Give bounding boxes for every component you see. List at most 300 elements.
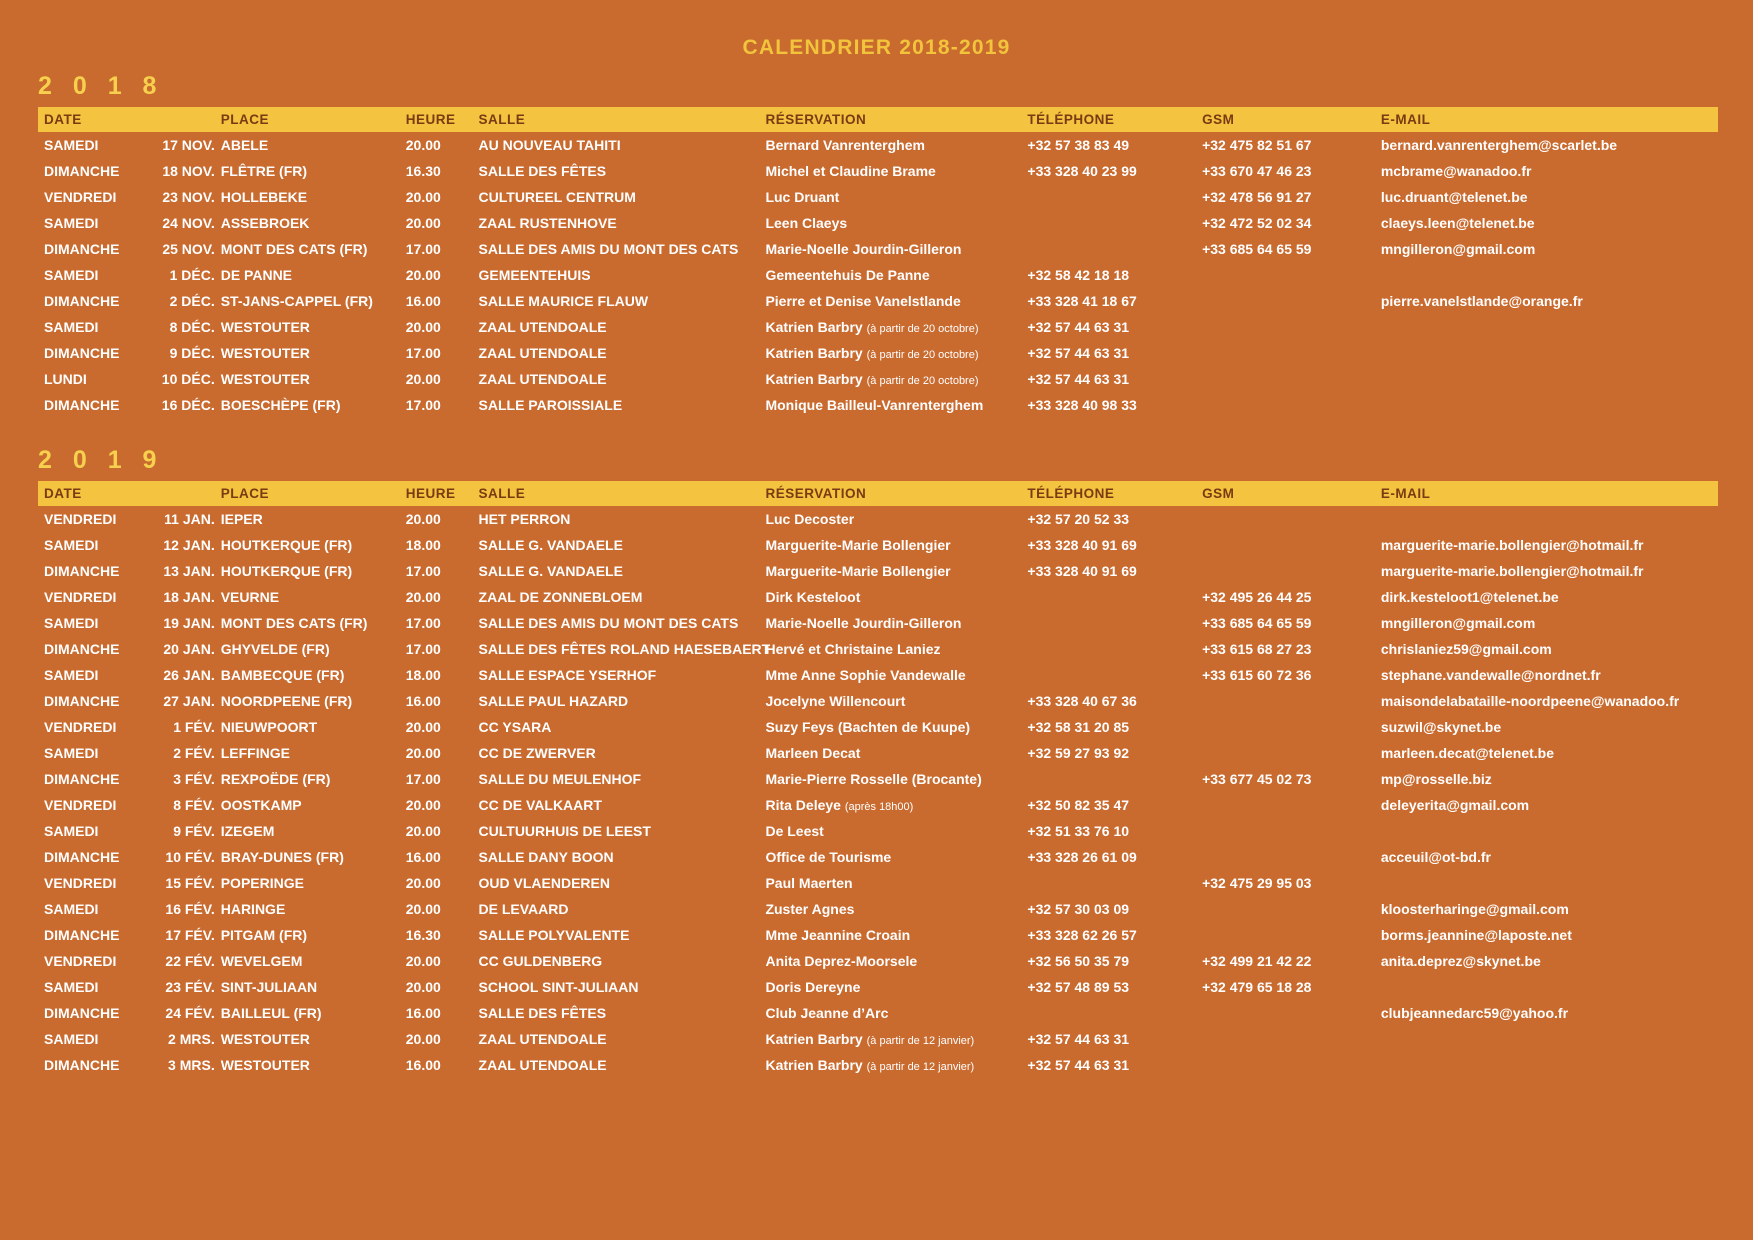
table-body-2018 [38, 132, 1718, 418]
table-header-row [38, 107, 1718, 132]
cell-heure: 20.00 [405, 214, 441, 231]
cell-salle: HET PERRON [478, 510, 571, 527]
cell-reservation [759, 584, 1021, 610]
table-row [38, 714, 1718, 740]
cell-place: VEURNE [220, 588, 280, 605]
cell-gsm [1196, 1026, 1375, 1052]
cell-email[interactable] [1375, 870, 1718, 896]
cell-date: 15 FÉV. [165, 874, 215, 891]
cell-place: IZEGEM [220, 822, 275, 839]
table-row [38, 766, 1718, 792]
cell-day: VENDREDI [44, 510, 117, 527]
cell-email[interactable]: dirk.kesteloot1@telenet.be [1380, 588, 1559, 605]
table-row [38, 392, 1718, 418]
cell-heure: 17.00 [405, 614, 441, 631]
cell-reservation [759, 558, 1021, 584]
cell-day: DIMANCHE [44, 1004, 120, 1021]
cell-email[interactable] [1375, 340, 1718, 366]
cell-date: 23 NOV. [162, 188, 215, 205]
cell-day: SAMEDI [44, 900, 99, 917]
cell-email[interactable] [1375, 818, 1718, 844]
cell-salle: SALLE DES FÊTES [478, 1004, 607, 1021]
cell-reservation [759, 740, 1021, 766]
cell-email[interactable]: marguerite-marie.bollengier@hotmail.fr [1380, 536, 1644, 553]
cell-salle: ZAAL RUSTENHOVE [478, 214, 617, 231]
cell-telephone [1021, 636, 1196, 662]
reservation-name: Marie-Noelle Jourdin-Gilleron [765, 614, 962, 631]
cell-email[interactable]: chrislaniez59@gmail.com [1380, 640, 1552, 657]
cell-day: LUNDI [44, 370, 87, 387]
column-header-telephone: TÉLÉPHONE [1021, 107, 1196, 132]
cell-telephone: +32 58 42 18 18 [1027, 266, 1130, 283]
cell-date: 26 JAN. [163, 666, 215, 683]
cell-day: SAMEDI [44, 266, 99, 283]
reservation-note: (à partir de 12 janvier) [866, 1034, 975, 1047]
cell-salle: SALLE DES AMIS DU MONT DES CATS [478, 240, 739, 257]
cell-email[interactable] [1375, 1026, 1718, 1052]
cell-day: SAMEDI [44, 822, 99, 839]
cell-gsm [1196, 1052, 1375, 1078]
cell-heure: 20.00 [405, 900, 441, 917]
cell-date: 13 JAN. [163, 562, 215, 579]
cell-place: ST-JANS-CAPPEL (FR) [220, 292, 373, 309]
cell-gsm: +32 472 52 02 34 [1202, 214, 1312, 231]
cell-heure: 16.00 [405, 292, 441, 309]
cell-reservation [759, 1000, 1021, 1026]
reservation-name: Luc Druant [765, 188, 840, 205]
reservation-name: Marie-Pierre Rosselle (Brocante) [765, 770, 982, 787]
cell-email[interactable]: suzwil@skynet.be [1380, 718, 1502, 735]
cell-reservation [759, 896, 1021, 922]
cell-reservation [759, 948, 1021, 974]
cell-gsm [1196, 922, 1375, 948]
cell-email[interactable]: borms.jeannine@laposte.net [1380, 926, 1572, 943]
cell-gsm [1196, 392, 1375, 418]
cell-email[interactable] [1375, 1052, 1718, 1078]
cell-email[interactable]: pierre.vanelstlande@orange.fr [1380, 292, 1583, 309]
cell-place: REXPOËDE (FR) [220, 770, 331, 787]
cell-reservation [759, 288, 1021, 314]
column-header-date: DATE [38, 481, 215, 506]
table-row [38, 1052, 1718, 1078]
cell-day: VENDREDI [44, 718, 117, 735]
reservation-name: Hervé et Christaine Laniez [765, 640, 941, 657]
cell-salle: SALLE DES FÊTES ROLAND HAESEBAERT [478, 640, 771, 657]
table-row [38, 740, 1718, 766]
cell-email[interactable]: clubjeannedarc59@yahoo.fr [1380, 1004, 1569, 1021]
cell-heure: 20.00 [405, 952, 441, 969]
table-row [38, 132, 1718, 158]
cell-email[interactable] [1375, 392, 1718, 418]
cell-email[interactable] [1375, 314, 1718, 340]
cell-date: 17 NOV. [162, 136, 215, 153]
cell-gsm [1196, 340, 1375, 366]
cell-place: DE PANNE [220, 266, 293, 283]
reservation-name: Anita Deprez-Moorsele [765, 952, 918, 969]
cell-reservation [759, 366, 1021, 392]
cell-heure: 16.30 [405, 162, 441, 179]
cell-gsm [1196, 792, 1375, 818]
cell-telephone: +32 57 20 52 33 [1027, 510, 1130, 527]
cell-telephone [1021, 662, 1196, 688]
cell-telephone: +32 57 38 83 49 [1027, 136, 1130, 153]
cell-email[interactable] [1375, 974, 1718, 1000]
cell-day: VENDREDI [44, 188, 117, 205]
cell-date: 17 FÉV. [165, 926, 215, 943]
reservation-name: Katrien Barbry [765, 1056, 863, 1073]
reservation-name: Katrien Barbry [765, 344, 863, 361]
cell-date: 18 NOV. [162, 162, 215, 179]
table-row [38, 366, 1718, 392]
cell-place: HARINGE [220, 900, 286, 917]
cell-salle: SALLE DU MEULENHOF [478, 770, 642, 787]
cell-place: FLÊTRE (FR) [220, 162, 308, 179]
cell-reservation [759, 184, 1021, 210]
cell-place: MONT DES CATS (FR) [220, 614, 368, 631]
cell-day: SAMEDI [44, 318, 99, 335]
table-row [38, 636, 1718, 662]
cell-date: 16 DÉC. [161, 396, 215, 413]
cell-telephone: +33 328 41 18 67 [1027, 292, 1137, 309]
cell-reservation [759, 662, 1021, 688]
cell-heure: 20.00 [405, 136, 441, 153]
cell-gsm [1196, 740, 1375, 766]
cell-salle: ZAAL UTENDOALE [478, 344, 607, 361]
cell-heure: 18.00 [405, 536, 441, 553]
cell-email[interactable]: luc.druant@telenet.be [1380, 188, 1528, 205]
cell-email[interactable]: marguerite-marie.bollengier@hotmail.fr [1380, 562, 1644, 579]
reservation-note: (à partir de 20 octobre) [866, 374, 979, 387]
cell-day: DIMANCHE [44, 1056, 120, 1073]
cell-salle: SCHOOL SINT-JULIAAN [478, 978, 639, 995]
cell-telephone: +32 57 44 63 31 [1027, 318, 1130, 335]
reservation-name: Katrien Barbry [765, 370, 863, 387]
cell-gsm: +33 677 45 02 73 [1202, 770, 1312, 787]
cell-place: SINT-JULIAAN [220, 978, 318, 995]
cell-place: IEPER [220, 510, 263, 527]
cell-salle: SALLE POLYVALENTE [478, 926, 630, 943]
cell-reservation [759, 610, 1021, 636]
cell-day: DIMANCHE [44, 162, 120, 179]
cell-place: ASSEBROEK [220, 214, 310, 231]
cell-telephone [1021, 1000, 1196, 1026]
cell-email[interactable]: marleen.decat@telenet.be [1380, 744, 1555, 761]
cell-date: 1 FÉV. [173, 718, 215, 735]
cell-heure: 20.00 [405, 796, 441, 813]
table-row [38, 340, 1718, 366]
cell-day: DIMANCHE [44, 926, 120, 943]
table-row [38, 584, 1718, 610]
cell-salle: ZAAL DE ZONNEBLOEM [478, 588, 643, 605]
cell-email[interactable]: deleyerita@gmail.com [1380, 796, 1530, 813]
cell-salle: CULTUREEL CENTRUM [478, 188, 636, 205]
cell-salle: SALLE ESPACE YSERHOF [478, 666, 657, 683]
cell-salle: CULTUURHUIS DE LEEST [478, 822, 651, 839]
cell-date: 2 MRS. [168, 1030, 215, 1047]
reservation-name: Gemeentehuis De Panne [765, 266, 930, 283]
cell-salle: SALLE DES FÊTES [478, 162, 607, 179]
cell-heure: 17.00 [405, 770, 441, 787]
cell-reservation [759, 922, 1021, 948]
cell-reservation [759, 132, 1021, 158]
cell-heure: 16.00 [405, 1004, 441, 1021]
cell-place: POPERINGE [220, 874, 304, 891]
cell-gsm [1196, 314, 1375, 340]
cell-heure: 17.00 [405, 562, 441, 579]
cell-heure: 18.00 [405, 666, 441, 683]
cell-telephone: +33 328 40 91 69 [1027, 536, 1137, 553]
cell-gsm: +32 475 82 51 67 [1202, 136, 1312, 153]
cell-date: 10 DÉC. [161, 370, 215, 387]
cell-heure: 20.00 [405, 744, 441, 761]
cell-date: 2 FÉV. [173, 744, 215, 761]
cell-salle: SALLE G. VANDAELE [478, 536, 623, 553]
cell-day: VENDREDI [44, 588, 117, 605]
cell-gsm [1196, 896, 1375, 922]
table-row [38, 662, 1718, 688]
cell-telephone: +32 50 82 35 47 [1027, 796, 1130, 813]
cell-place: HOLLEBEKE [220, 188, 308, 205]
table-row [38, 610, 1718, 636]
cell-day: DIMANCHE [44, 848, 120, 865]
page-title: CALENDRIER 2018-2019 [742, 36, 1011, 59]
cell-day: DIMANCHE [44, 640, 120, 657]
cell-email[interactable]: mngilleron@gmail.com [1380, 614, 1536, 631]
column-header-reservation: RÉSERVATION [759, 481, 1021, 506]
cell-telephone: +32 58 31 20 85 [1027, 718, 1130, 735]
cell-gsm [1196, 288, 1375, 314]
cell-place: GHYVELDE (FR) [220, 640, 330, 657]
reservation-name: Marguerite-Marie Bollengier [765, 562, 951, 579]
cell-day: DIMANCHE [44, 396, 120, 413]
year-heading-2019: 2 0 1 9 [38, 446, 164, 474]
cell-reservation [759, 844, 1021, 870]
cell-gsm: +32 495 26 44 25 [1202, 588, 1312, 605]
schedule-table-2019 [38, 481, 1718, 1078]
column-header-gsm: GSM [1196, 107, 1375, 132]
table-row [38, 314, 1718, 340]
cell-gsm: +33 670 47 46 23 [1202, 162, 1312, 179]
table-row [38, 922, 1718, 948]
cell-date: 2 DÉC. [169, 292, 215, 309]
schedule-table-2018 [38, 107, 1718, 418]
cell-telephone [1021, 766, 1196, 792]
cell-telephone [1021, 236, 1196, 262]
cell-day: DIMANCHE [44, 692, 120, 709]
cell-telephone: +32 57 44 63 31 [1027, 1030, 1130, 1047]
cell-gsm [1196, 506, 1375, 532]
cell-email[interactable]: bernard.vanrenterghem@scarlet.be [1380, 136, 1618, 153]
cell-email[interactable] [1375, 506, 1718, 532]
cell-heure: 20.00 [405, 188, 441, 205]
reservation-name: Club Jeanne d’Arc [765, 1004, 889, 1021]
cell-reservation [759, 818, 1021, 844]
column-header-telephone: TÉLÉPHONE [1021, 481, 1196, 506]
cell-salle: CC YSARA [478, 718, 552, 735]
cell-heure: 20.00 [405, 822, 441, 839]
cell-reservation [759, 532, 1021, 558]
cell-email[interactable]: mngilleron@gmail.com [1380, 240, 1536, 257]
column-header-heure: HEURE [400, 481, 473, 506]
cell-email[interactable]: kloosterharinge@gmail.com [1380, 900, 1569, 917]
cell-gsm: +33 615 68 27 23 [1202, 640, 1312, 657]
cell-telephone: +32 56 50 35 79 [1027, 952, 1130, 969]
table-row [38, 506, 1718, 532]
cell-reservation [759, 262, 1021, 288]
cell-telephone: +33 328 40 23 99 [1027, 162, 1137, 179]
cell-email[interactable]: maisondelabataille-noordpeene@wanadoo.fr [1380, 692, 1680, 709]
cell-telephone: +32 59 27 93 92 [1027, 744, 1130, 761]
cell-gsm [1196, 1000, 1375, 1026]
cell-telephone [1021, 610, 1196, 636]
cell-date: 12 JAN. [163, 536, 215, 553]
column-header-email: E-MAIL [1375, 107, 1718, 132]
cell-day: DIMANCHE [44, 292, 120, 309]
table-row [38, 532, 1718, 558]
cell-gsm: +32 478 56 91 27 [1202, 188, 1312, 205]
cell-reservation [759, 1026, 1021, 1052]
table-body-2019 [38, 506, 1718, 1078]
column-header-salle: SALLE [473, 107, 760, 132]
cell-salle: DE LEVAARD [478, 900, 569, 917]
cell-telephone: +32 57 48 89 53 [1027, 978, 1130, 995]
column-header-place: PLACE [215, 481, 400, 506]
table-row [38, 236, 1718, 262]
cell-email[interactable]: claeys.leen@telenet.be [1380, 214, 1535, 231]
cell-email[interactable]: stephane.vandewalle@nordnet.fr [1380, 666, 1601, 683]
cell-email[interactable]: mcbrame@wanadoo.fr [1380, 162, 1532, 179]
cell-telephone [1021, 210, 1196, 236]
cell-day: SAMEDI [44, 1030, 99, 1047]
reservation-name: Bernard Vanrenterghem [765, 136, 925, 153]
reservation-name: Office de Tourisme [765, 848, 892, 865]
cell-heure: 17.00 [405, 396, 441, 413]
cell-gsm [1196, 818, 1375, 844]
cell-date: 9 FÉV. [173, 822, 215, 839]
cell-heure: 17.00 [405, 640, 441, 657]
table-row [38, 158, 1718, 184]
reservation-name: Paul Maerten [765, 874, 853, 891]
reservation-name: Michel et Claudine Brame [765, 162, 936, 179]
cell-heure: 20.00 [405, 370, 441, 387]
cell-date: 16 FÉV. [165, 900, 215, 917]
cell-email[interactable]: acceuil@ot-bd.fr [1380, 848, 1491, 865]
table-row [38, 184, 1718, 210]
cell-day: SAMEDI [44, 978, 99, 995]
reservation-name: Luc Decoster [765, 510, 855, 527]
cell-salle: SALLE PAUL HAZARD [478, 692, 629, 709]
cell-salle: CC DE ZWERVER [478, 744, 596, 761]
cell-gsm [1196, 262, 1375, 288]
table-row [38, 818, 1718, 844]
cell-date: 3 FÉV. [173, 770, 215, 787]
cell-date: 11 JAN. [164, 510, 215, 527]
cell-day: DIMANCHE [44, 240, 120, 257]
cell-place: BAILLEUL (FR) [220, 1004, 322, 1021]
reservation-name: De Leest [765, 822, 824, 839]
table-row [38, 210, 1718, 236]
cell-date: 20 JAN. [163, 640, 215, 657]
cell-reservation [759, 392, 1021, 418]
cell-place: WEVELGEM [220, 952, 303, 969]
cell-reservation [759, 210, 1021, 236]
cell-gsm: +32 499 21 42 22 [1202, 952, 1312, 969]
cell-date: 10 FÉV. [165, 848, 215, 865]
cell-heure: 16.00 [405, 692, 441, 709]
cell-day: VENDREDI [44, 874, 117, 891]
reservation-name: Katrien Barbry [765, 318, 863, 335]
cell-place: BRAY-DUNES (FR) [220, 848, 344, 865]
cell-gsm: +33 685 64 65 59 [1202, 614, 1312, 631]
reservation-name: Mme Anne Sophie Vandewalle [765, 666, 966, 683]
cell-gsm [1196, 688, 1375, 714]
cell-place: LEFFINGE [220, 744, 290, 761]
cell-heure: 17.00 [405, 344, 441, 361]
cell-reservation [759, 766, 1021, 792]
cell-heure: 16.00 [405, 1056, 441, 1073]
table-row [38, 262, 1718, 288]
reservation-name: Marleen Decat [765, 744, 861, 761]
cell-date: 24 FÉV. [165, 1004, 215, 1021]
cell-reservation [759, 792, 1021, 818]
cell-place: WESTOUTER [220, 1030, 310, 1047]
cell-reservation [759, 870, 1021, 896]
cell-date: 3 MRS. [168, 1056, 215, 1073]
cell-gsm [1196, 366, 1375, 392]
cell-email[interactable] [1375, 366, 1718, 392]
reservation-note: (à partir de 20 octobre) [866, 348, 979, 361]
cell-heure: 20.00 [405, 874, 441, 891]
cell-reservation [759, 236, 1021, 262]
reservation-name: Suzy Feys (Bachten de Kuupe) [765, 718, 971, 735]
table-row [38, 1026, 1718, 1052]
reservation-name: Pierre et Denise Vanelstlande [765, 292, 961, 309]
cell-email[interactable]: anita.deprez@skynet.be [1380, 952, 1541, 969]
cell-place: MONT DES CATS (FR) [220, 240, 368, 257]
column-header-email: E-MAIL [1375, 481, 1718, 506]
cell-date: 18 JAN. [163, 588, 215, 605]
cell-telephone: +33 328 40 91 69 [1027, 562, 1137, 579]
cell-telephone: +33 328 40 67 36 [1027, 692, 1137, 709]
reservation-note: (à partir de 12 janvier) [866, 1060, 975, 1073]
cell-gsm [1196, 714, 1375, 740]
cell-reservation [759, 688, 1021, 714]
cell-gsm [1196, 558, 1375, 584]
cell-heure: 20.00 [405, 1030, 441, 1047]
cell-reservation [759, 1052, 1021, 1078]
cell-email[interactable] [1375, 262, 1718, 288]
cell-reservation [759, 158, 1021, 184]
cell-date: 8 DÉC. [169, 318, 215, 335]
cell-salle: SALLE PAROISSIALE [478, 396, 623, 413]
cell-date: 9 DÉC. [169, 344, 215, 361]
cell-place: WESTOUTER [220, 344, 310, 361]
cell-email[interactable]: mp@rosselle.biz [1380, 770, 1492, 787]
cell-day: VENDREDI [44, 796, 117, 813]
cell-place: OOSTKAMP [220, 796, 302, 813]
cell-salle: ZAAL UTENDOALE [478, 318, 607, 335]
cell-heure: 20.00 [405, 978, 441, 995]
cell-heure: 20.00 [405, 266, 441, 283]
cell-place: BOESCHÈPE (FR) [220, 396, 341, 413]
cell-day: SAMEDI [44, 214, 99, 231]
cell-salle: SALLE G. VANDAELE [478, 562, 623, 579]
table-row [38, 1000, 1718, 1026]
reservation-name: Mme Jeannine Croain [765, 926, 911, 943]
cell-salle: ZAAL UTENDOALE [478, 1030, 607, 1047]
cell-gsm: +33 615 60 72 36 [1202, 666, 1312, 683]
cell-place: HOUTKERQUE (FR) [220, 536, 353, 553]
